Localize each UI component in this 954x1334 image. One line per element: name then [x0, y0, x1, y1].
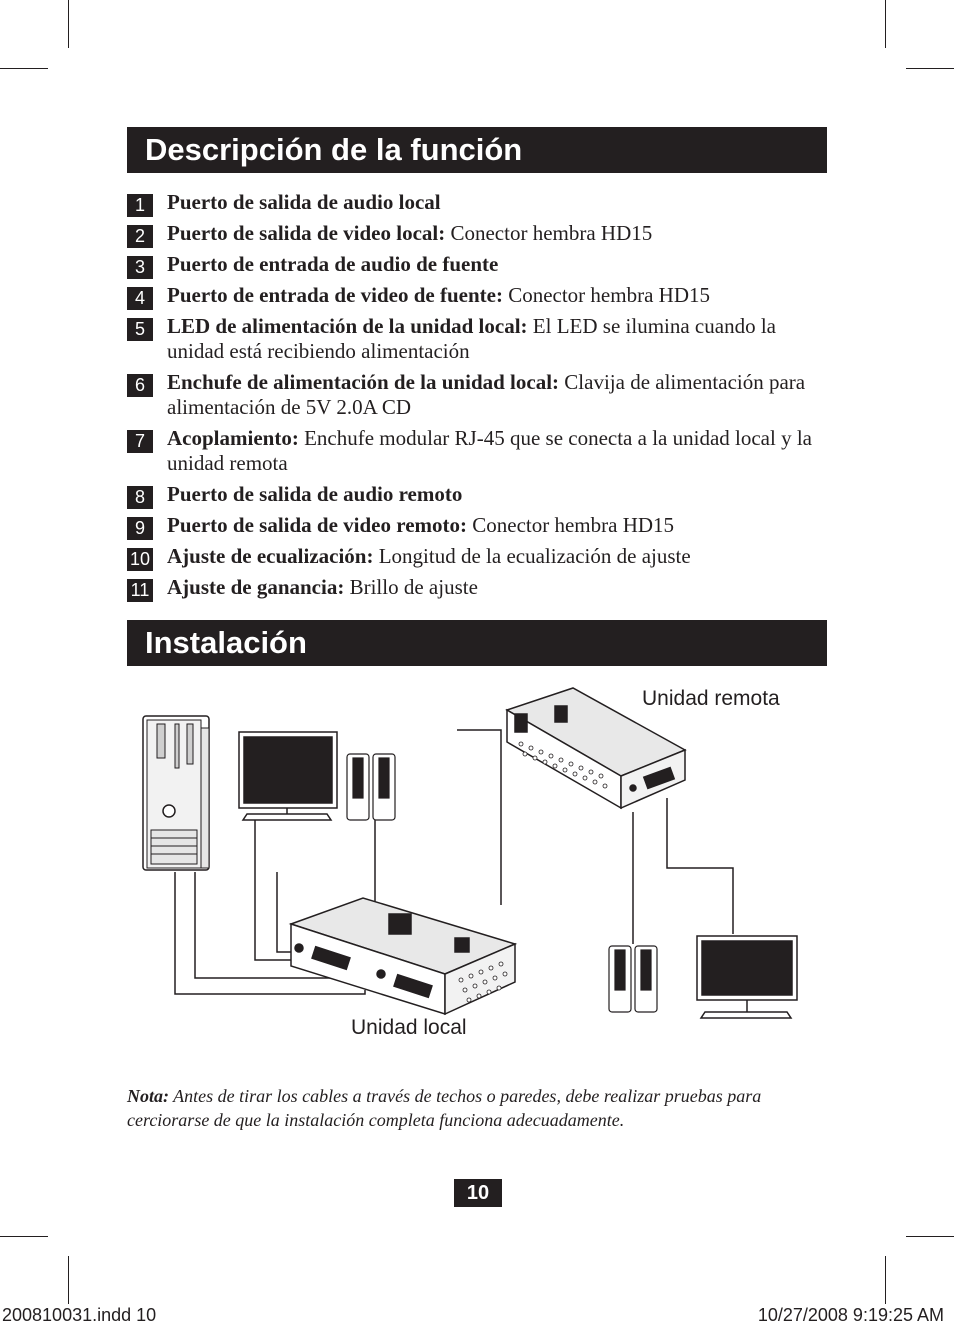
item-number: 5 [127, 318, 153, 341]
item-label: Puerto de salida de audio local [167, 190, 441, 214]
feature-item [127, 482, 827, 509]
feature-item [127, 283, 827, 310]
feature-item [127, 190, 827, 217]
item-label: Puerto de entrada de audio de fuente [167, 252, 499, 276]
item-label: Ajuste de ganancia: [167, 575, 345, 599]
item-number: 10 [127, 548, 153, 571]
item-number: 2 [127, 225, 153, 248]
cable-rj45 [457, 730, 501, 905]
item-text [167, 426, 827, 476]
item-text [167, 314, 827, 364]
item-label: Puerto de salida de video local: [167, 221, 446, 245]
item-text [167, 221, 652, 246]
item-desc: Conector hembra HD15 [445, 221, 653, 245]
item-text [167, 370, 827, 420]
crop-mark [885, 0, 886, 48]
item-label: Puerto de entrada de video de fuente: [167, 283, 503, 307]
item-label: LED de alimentación de la unidad local: [167, 314, 528, 338]
local-speakers [347, 754, 395, 820]
note-label: Nota: [127, 1086, 169, 1106]
crop-mark [0, 1236, 48, 1237]
item-number: 4 [127, 287, 153, 310]
feature-item [127, 370, 827, 420]
feature-item [127, 426, 827, 476]
item-desc: Longitud de la ecualización de ajuste [373, 544, 691, 568]
crop-mark [68, 0, 69, 48]
feature-item [127, 252, 827, 279]
feature-item [127, 575, 827, 602]
footer-timestamp: 10/27/2008 9:19:25 AM [757, 1305, 944, 1325]
item-text [167, 283, 710, 308]
item-number: 9 [127, 517, 153, 540]
remote-unit-label: Unidad remota [642, 687, 780, 710]
item-number: 6 [127, 374, 153, 397]
feature-item [127, 314, 827, 364]
item-number: 1 [127, 194, 153, 217]
installation-note [127, 1084, 827, 1132]
remote-speakers [609, 946, 657, 1012]
item-text [167, 575, 478, 600]
item-label: Ajuste de ecualización: [167, 544, 374, 568]
feature-item [127, 221, 827, 248]
crop-mark [68, 1256, 69, 1304]
item-number: 11 [127, 579, 153, 602]
item-text [167, 513, 674, 538]
crop-mark [906, 1236, 954, 1237]
item-desc: Brillo de ajuste [344, 575, 478, 599]
section-title-function: Descripción de la función [127, 127, 827, 173]
remote-monitor [697, 936, 797, 1018]
item-text [167, 252, 498, 277]
item-desc: Conector hembra HD15 [502, 283, 710, 307]
section-title-installation: Instalación [127, 620, 827, 666]
item-label: Acoplamiento: [167, 426, 299, 450]
local-monitor [239, 732, 337, 820]
crop-mark [906, 68, 954, 69]
item-label: Puerto de salida de audio remoto [167, 482, 463, 506]
feature-item [127, 544, 827, 571]
item-desc: El LED se ilumina cuando la unidad está recibiendo alimentación [167, 314, 776, 363]
item-desc: Conector hembra HD15 [467, 513, 675, 537]
installation-illustration [127, 680, 827, 1050]
crop-mark [885, 1256, 886, 1304]
cable-remote-video [667, 798, 733, 934]
pc-tower [143, 716, 209, 870]
installation-diagram [127, 680, 827, 1050]
item-number: 3 [127, 256, 153, 279]
note-text: Antes de tirar los cables a través de techos o paredes, debe realizar pruebas para cerciorarse de que la instalación completa funciona adecuadamente. [127, 1086, 762, 1130]
item-text [167, 482, 462, 507]
footer-file: 200810031.indd 10 [2, 1305, 157, 1325]
item-label: Puerto de salida de video remoto: [167, 513, 467, 537]
local-unit-label: Unidad local [351, 1016, 467, 1039]
item-desc: Clavija de alimentación para alimentación de 5V 2.0A CD [167, 370, 806, 419]
feature-item [127, 513, 827, 540]
crop-mark [0, 68, 48, 69]
item-number: 7 [127, 430, 153, 453]
item-label: Enchufe de alimentación de la unidad local: [167, 370, 560, 394]
item-text [167, 190, 441, 215]
local-unit [291, 898, 515, 1014]
page-number: 10 [454, 1179, 502, 1207]
item-desc: Enchufe modular RJ-45 que se conecta a la unidad local y la unidad remota [167, 426, 812, 475]
item-number: 8 [127, 486, 153, 509]
feature-list [127, 190, 827, 606]
item-text [167, 544, 691, 569]
